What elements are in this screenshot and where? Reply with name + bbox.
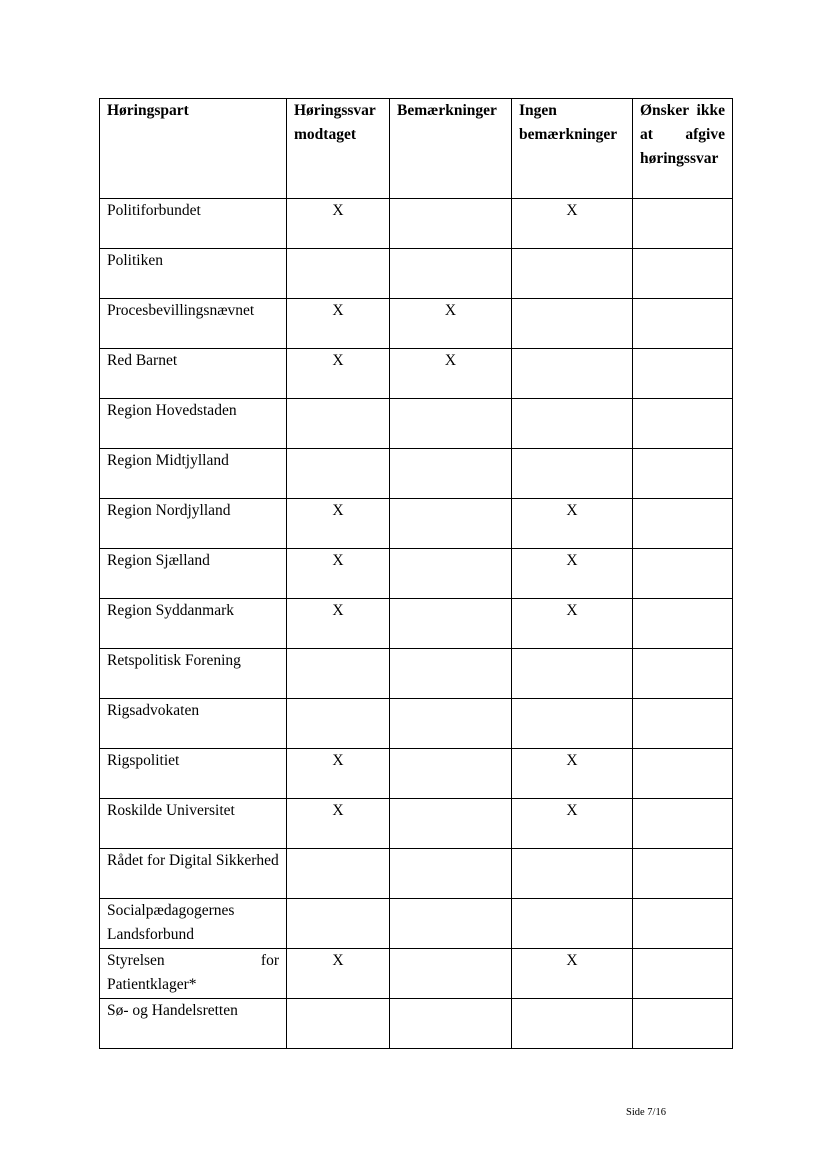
table-row (100, 549, 733, 599)
table-row (100, 199, 733, 249)
table-header-row (100, 99, 733, 199)
party-cell: Politiforbundet (100, 199, 287, 249)
table-row (100, 449, 733, 499)
declined-cell (633, 649, 733, 699)
header-remarks: Bemærkninger (390, 99, 512, 199)
party-cell: Rigspolitiet (100, 749, 287, 799)
table-row (100, 999, 733, 1049)
table-row (100, 849, 733, 899)
declined-cell (633, 399, 733, 449)
no-remarks-cell: X (512, 499, 633, 549)
received-cell: X (287, 199, 390, 249)
table-row (100, 649, 733, 699)
header-declined: Ønsker ikke at afgive høringssvar (633, 99, 733, 199)
declined-cell (633, 949, 733, 999)
received-cell: X (287, 349, 390, 399)
received-cell (287, 699, 390, 749)
declined-cell (633, 749, 733, 799)
received-cell (287, 449, 390, 499)
party-cell: Roskilde Universitet (100, 799, 287, 849)
declined-cell (633, 849, 733, 899)
remarks-cell (390, 899, 512, 949)
table-row (100, 949, 733, 999)
party-cell: Region Nordjylland (100, 499, 287, 549)
table-row (100, 699, 733, 749)
party-cell: Region Syddanmark (100, 599, 287, 649)
remarks-cell (390, 799, 512, 849)
received-cell: X (287, 949, 390, 999)
table-row (100, 799, 733, 849)
table-body (100, 199, 733, 1049)
remarks-cell (390, 249, 512, 299)
remarks-cell (390, 399, 512, 449)
party-cell: Red Barnet (100, 349, 287, 399)
party-cell: Rigsadvokaten (100, 699, 287, 749)
declined-cell (633, 899, 733, 949)
received-cell: X (287, 599, 390, 649)
no-remarks-cell (512, 649, 633, 699)
no-remarks-cell (512, 349, 633, 399)
remarks-cell (390, 499, 512, 549)
received-cell (287, 649, 390, 699)
remarks-cell (390, 949, 512, 999)
party-cell: Region Sjælland (100, 549, 287, 599)
remarks-cell: X (390, 299, 512, 349)
no-remarks-cell (512, 249, 633, 299)
declined-cell (633, 999, 733, 1049)
party-cell: Retspolitisk Forening (100, 649, 287, 699)
received-cell (287, 399, 390, 449)
declined-cell (633, 199, 733, 249)
received-cell: X (287, 799, 390, 849)
party-cell: Socialpædagogernes Landsforbund (100, 899, 287, 949)
received-cell (287, 249, 390, 299)
remarks-cell (390, 649, 512, 699)
table-row (100, 349, 733, 399)
declined-cell (633, 449, 733, 499)
table-row (100, 599, 733, 649)
table-row (100, 749, 733, 799)
remarks-cell (390, 199, 512, 249)
no-remarks-cell: X (512, 199, 633, 249)
remarks-cell: X (390, 349, 512, 399)
party-cell: Region Midtjylland (100, 449, 287, 499)
received-cell: X (287, 749, 390, 799)
no-remarks-cell (512, 849, 633, 899)
table-row (100, 399, 733, 449)
declined-cell (633, 299, 733, 349)
received-cell: X (287, 549, 390, 599)
remarks-cell (390, 549, 512, 599)
received-cell (287, 999, 390, 1049)
no-remarks-cell: X (512, 749, 633, 799)
table-row (100, 499, 733, 549)
header-party: Høringspart (100, 99, 287, 199)
header-received: Høringssvar modtaget (287, 99, 390, 199)
remarks-cell (390, 849, 512, 899)
party-cell: Sø- og Handelsretten (100, 999, 287, 1049)
no-remarks-cell (512, 699, 633, 749)
no-remarks-cell (512, 299, 633, 349)
declined-cell (633, 799, 733, 849)
no-remarks-cell: X (512, 549, 633, 599)
header-no-remarks: Ingen bemærkninger (512, 99, 633, 199)
party-cell: Procesbevillingsnævnet (100, 299, 287, 349)
declined-cell (633, 349, 733, 399)
no-remarks-cell (512, 399, 633, 449)
party-cell: Region Hovedstaden (100, 399, 287, 449)
declined-cell (633, 499, 733, 549)
declined-cell (633, 599, 733, 649)
remarks-cell (390, 999, 512, 1049)
table-row (100, 249, 733, 299)
no-remarks-cell: X (512, 949, 633, 999)
hearing-responses-table (99, 98, 733, 1049)
table-row (100, 299, 733, 349)
received-cell (287, 849, 390, 899)
no-remarks-cell: X (512, 599, 633, 649)
party-cell: Rådet for Digital Sikkerhed (100, 849, 287, 899)
page-number: Side 7/16 (626, 1107, 666, 1118)
declined-cell (633, 249, 733, 299)
party-cell: Politiken (100, 249, 287, 299)
declined-cell (633, 549, 733, 599)
remarks-cell (390, 749, 512, 799)
no-remarks-cell: X (512, 799, 633, 849)
table-row (100, 899, 733, 949)
no-remarks-cell (512, 449, 633, 499)
no-remarks-cell (512, 899, 633, 949)
declined-cell (633, 699, 733, 749)
remarks-cell (390, 699, 512, 749)
received-cell: X (287, 299, 390, 349)
remarks-cell (390, 449, 512, 499)
party-cell: Styrelsen for Patientklager* (100, 949, 287, 999)
remarks-cell (390, 599, 512, 649)
no-remarks-cell (512, 999, 633, 1049)
received-cell (287, 899, 390, 949)
received-cell: X (287, 499, 390, 549)
